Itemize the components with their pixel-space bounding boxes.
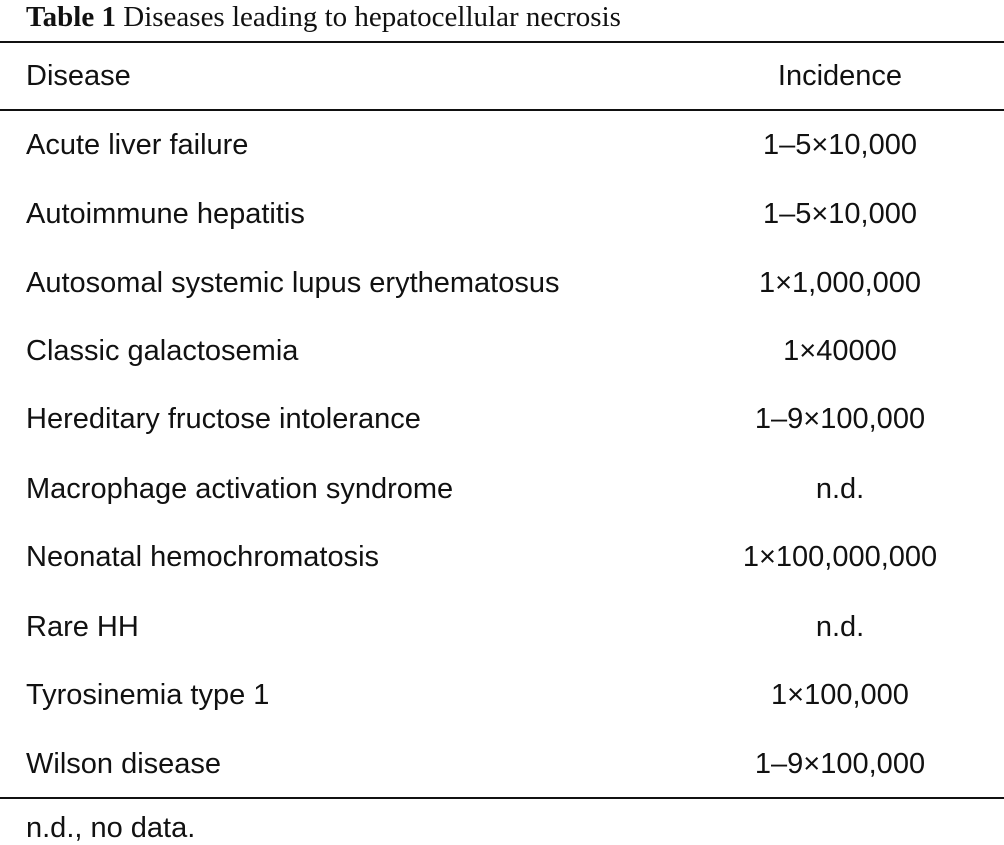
table-header-rule <box>0 109 1004 111</box>
incidence-cell: n.d. <box>815 611 865 643</box>
table-top-rule <box>0 41 1004 43</box>
table-caption-text: Diseases leading to hepatocellular necrosis <box>123 1 621 33</box>
column-header-disease: Disease <box>26 60 131 92</box>
disease-cell: Neonatal hemochromatosis <box>26 541 380 573</box>
disease-cell: Acute liver failure <box>26 129 249 161</box>
incidence-cell: 1×40000 <box>783 335 897 367</box>
table-bottom-rule <box>0 797 1004 799</box>
column-header-incidence: Incidence <box>777 60 903 92</box>
incidence-cell: 1×1,000,000 <box>758 267 922 299</box>
table-footnote: n.d., no data. <box>26 812 196 844</box>
table-caption-label: Table 1 <box>26 1 116 33</box>
incidence-cell: n.d. <box>815 473 865 505</box>
incidence-cell: 1–9×100,000 <box>754 403 926 435</box>
disease-cell: Hereditary fructose intolerance <box>26 403 421 435</box>
incidence-cell: 1×100,000 <box>771 679 909 711</box>
incidence-cell: 1–5×10,000 <box>762 198 918 230</box>
disease-cell: Rare HH <box>26 611 139 643</box>
disease-cell: Autosomal systemic lupus erythematosus <box>26 267 560 299</box>
incidence-cell: 1×100,000,000 <box>742 541 938 573</box>
disease-cell: Wilson disease <box>26 748 222 780</box>
disease-cell: Tyrosinemia type 1 <box>26 679 270 711</box>
disease-cell: Autoimmune hepatitis <box>26 198 305 230</box>
table-caption <box>26 0 621 34</box>
incidence-cell: 1–5×10,000 <box>762 129 918 161</box>
disease-cell: Classic galactosemia <box>26 335 299 367</box>
disease-cell: Macrophage activation syndrome <box>26 473 454 505</box>
incidence-cell: 1–9×100,000 <box>754 748 926 780</box>
